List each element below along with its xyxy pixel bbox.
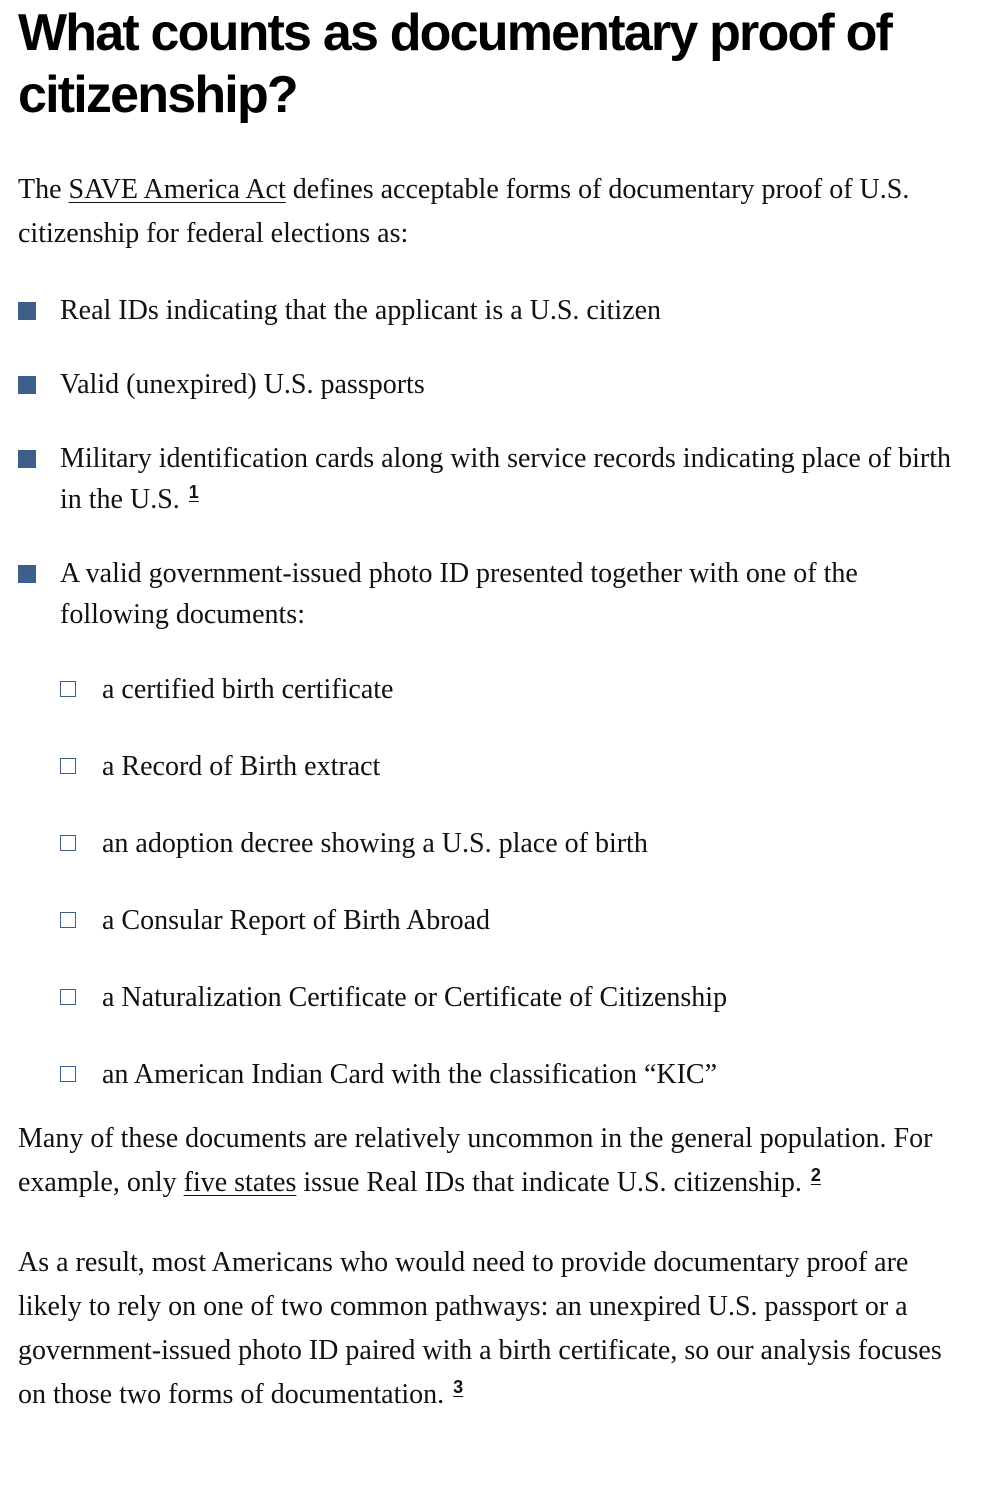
- hollow-square-bullet-icon: [60, 758, 76, 774]
- footnote-link-1[interactable]: 1: [188, 482, 199, 502]
- sub-list-item: [60, 745, 966, 789]
- sub-list-item-text: a Record of Birth extract: [102, 751, 381, 782]
- hollow-square-bullet-icon: [60, 1066, 76, 1082]
- supporting-documents-list: [60, 668, 966, 1097]
- hollow-square-bullet-icon: [60, 912, 76, 928]
- footnote-link-3[interactable]: 3: [453, 1377, 464, 1397]
- list-item-text: Real IDs indicating that the applicant is a U.S. citizen: [60, 295, 662, 326]
- article: [0, 2, 984, 1417]
- hollow-square-bullet-icon: [60, 989, 76, 1005]
- page-title: What counts as documentary proof of citizenship?: [18, 4, 892, 124]
- para3-text: As a result, most Americans who would need to provide documentary proof are likely to rely on one of two common pathways: an unexpired U.S. passport or a government-issued photo ID paired with a birth certificate, so our analysis focuses on those two forms of documentation.: [18, 1247, 942, 1410]
- intro-paragraph: [18, 168, 966, 256]
- sub-list-item-text: an adoption decree showing a U.S. place of birth: [102, 828, 648, 859]
- para2-text-before: Many of these documents are relatively uncommon in the general population. For example, only: [18, 1123, 933, 1198]
- list-item-text: A valid government-issued photo ID presented together with one of the following documents:: [60, 558, 858, 630]
- intro-text-before: The: [18, 174, 69, 205]
- sub-list-item: [60, 899, 966, 943]
- footnote-link-2[interactable]: 2: [810, 1165, 821, 1185]
- list-item: [18, 364, 966, 405]
- sub-list-item: [60, 976, 966, 1020]
- sub-list-item-text: a certified birth certificate: [102, 674, 394, 705]
- sub-list-item: [60, 1053, 966, 1097]
- save-america-act-link[interactable]: SAVE America Act: [68, 174, 286, 205]
- sub-list-item: [60, 668, 966, 712]
- list-item: [18, 290, 966, 331]
- analysis-focus-paragraph: [18, 1241, 966, 1417]
- sub-list-item-text: an American Indian Card with the classification “KIC”: [102, 1059, 718, 1090]
- five-states-link[interactable]: five states: [183, 1167, 297, 1198]
- hollow-square-bullet-icon: [60, 681, 76, 697]
- proof-list: [18, 290, 966, 1097]
- sub-list-item: [60, 822, 966, 866]
- sub-list-item-text: a Naturalization Certificate or Certificate of Citizenship: [102, 982, 728, 1013]
- sub-list-item-text: a Consular Report of Birth Abroad: [102, 905, 491, 936]
- list-item-text: Military identification cards along with service records indicating place of birth in the U.S.: [60, 443, 952, 515]
- hollow-square-bullet-icon: [60, 835, 76, 851]
- square-bullet-icon: [18, 450, 36, 468]
- uncommon-documents-paragraph: [18, 1117, 966, 1205]
- square-bullet-icon: [18, 376, 36, 394]
- intro-text-after: defines acceptable forms of documentary proof of U.S. citizenship for federal elections as:: [18, 174, 910, 249]
- square-bullet-icon: [18, 302, 36, 320]
- list-item-text: Valid (unexpired) U.S. passports: [60, 369, 425, 400]
- list-item: [18, 438, 966, 520]
- para2-text-after: issue Real IDs that indicate U.S. citizenship.: [296, 1167, 802, 1198]
- list-item: [18, 553, 966, 1097]
- square-bullet-icon: [18, 565, 36, 583]
